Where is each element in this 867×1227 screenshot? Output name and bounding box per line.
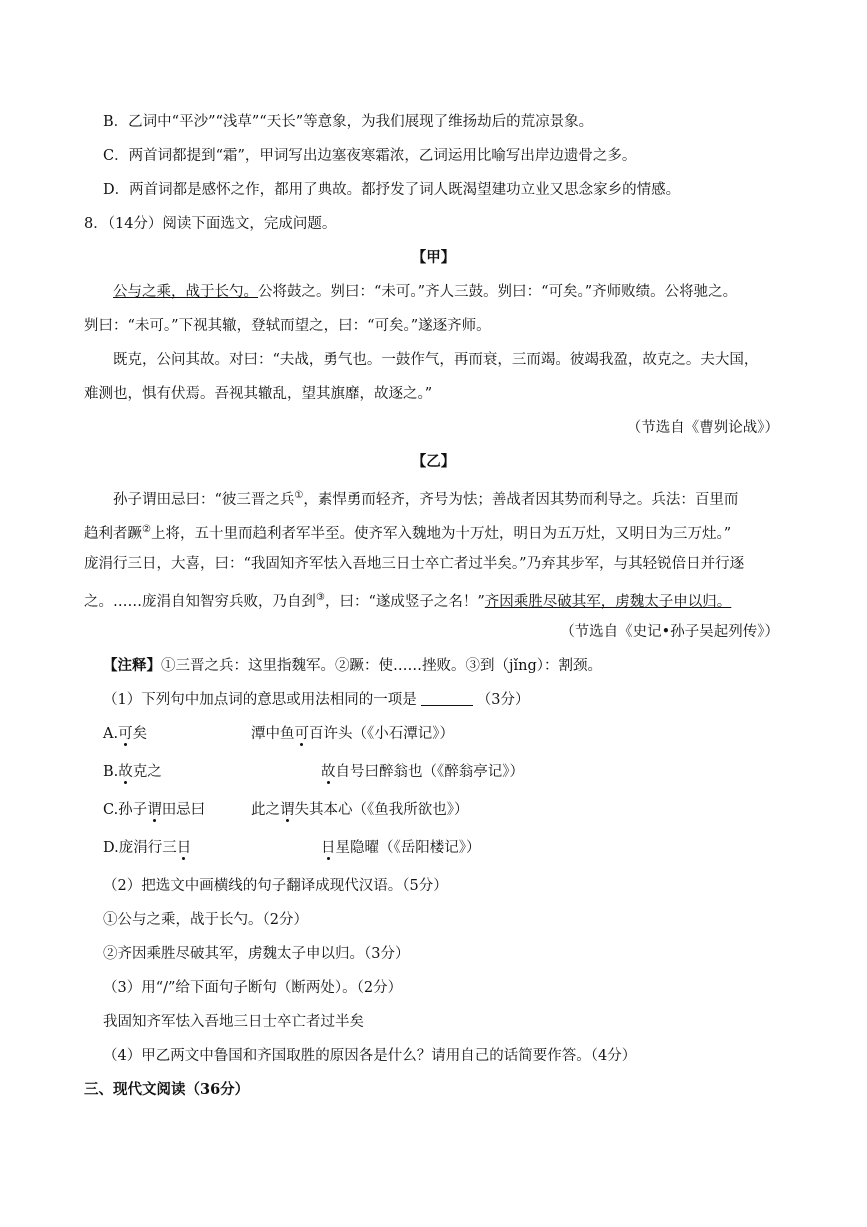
passage-jia-title: 【甲】 bbox=[411, 249, 456, 266]
passage-yi-text: ，曰：“遂成竖子之名！” bbox=[324, 593, 485, 610]
dotted-word: 谓 bbox=[280, 802, 295, 818]
sub-question-1-score: （3分） bbox=[476, 692, 530, 708]
passage-yi-text: 趋利者蹶 bbox=[84, 525, 142, 542]
sub-question-1-prompt: （1）下列句中加点词的意思或用法相同的一项是 bbox=[103, 692, 417, 708]
dotted-word: 故 bbox=[118, 764, 133, 780]
choice-b bbox=[103, 762, 162, 782]
section-3-title: 三、现代文阅读（36分） bbox=[84, 1081, 250, 1098]
option-d: D．两首词都是感怀之作，都用了典故。都抒发了词人既渴望建功立业又思念家乡的情感。 bbox=[103, 182, 681, 198]
passage-jia-line-2: 刿曰：“未可。”下视其辙，登轼而望之，曰：“可矣。”遂逐齐师。 bbox=[84, 318, 491, 334]
sub-question-3: （3）用“/”给下面句子断句（断两处）。（2分） bbox=[103, 980, 403, 996]
choice-b-compare bbox=[321, 762, 524, 782]
compare-suffix: 百许头（《小石潭记》） bbox=[309, 726, 454, 742]
underlined-sentence-1: 公与之乘，战于长勺。 bbox=[113, 284, 258, 300]
note-marker-1: ① bbox=[294, 490, 304, 501]
dotted-word: 日 bbox=[321, 840, 336, 856]
dotted-word: 可 bbox=[118, 726, 133, 742]
passage-yi-line-3: 庞涓行三日，大喜，曰：“我固知齐军怯入吾地三日士卒亡者过半矣。”乃弃其步军，与其轻锐倍日并行逐 bbox=[84, 556, 745, 572]
passage-jia-source: （节选自《曹刿论战》） bbox=[626, 420, 779, 436]
passage-jia-text: 公将鼓之。刿曰：“未可。”齐人三鼓。刿曰：“可矣。”齐师败绩。公将驰之。 bbox=[258, 284, 738, 300]
choice-c-compare bbox=[251, 800, 469, 820]
passage-yi-line-2 bbox=[84, 520, 731, 544]
compare-suffix: 星隐曜（《岳阳楼记》） bbox=[335, 840, 481, 856]
note-marker-2: ② bbox=[142, 524, 151, 535]
passage-jia-line-3: 既克，公问其故。对曰：“夫战，勇气也。一鼓作气，再而衰，三而竭。彼竭我盈，故克之。夫大国， bbox=[113, 352, 759, 368]
passage-yi-line-1 bbox=[113, 486, 738, 510]
passage-jia-line-4: 难测也，惧有伏焉。吾视其辙乱，望其旗靡，故逐之。” bbox=[84, 386, 433, 402]
choice-c-prefix: C.孙子 bbox=[103, 802, 148, 818]
passage-yi-title: 【乙】 bbox=[411, 453, 456, 470]
note-marker-3: ③ bbox=[316, 592, 325, 603]
choice-a-compare bbox=[251, 724, 454, 744]
notes bbox=[103, 656, 602, 676]
compare-prefix: 此之 bbox=[251, 802, 280, 818]
sub-question-2-item-1: ①公与之乘，战于长勺。（2分） bbox=[103, 912, 308, 928]
sub-question-1 bbox=[103, 690, 529, 710]
passage-jia-line-1 bbox=[113, 282, 737, 302]
choice-d-compare bbox=[321, 838, 481, 858]
choice-c-suffix: 田忌曰 bbox=[161, 802, 206, 818]
choice-c bbox=[103, 800, 205, 820]
compare-prefix: 潭中鱼 bbox=[251, 726, 295, 742]
passage-yi-text: ，素悍勇而轻齐，齐号为怯；善战者因其势而利导之。兵法：百里而 bbox=[303, 491, 739, 508]
sub-question-4: （4）甲乙两文中鲁国和齐国取胜的原因各是什么？请用自己的话简要作答。（4分） bbox=[103, 1048, 637, 1064]
option-c: C．两首词都提到“霜”，甲词写出边塞夜寒霜浓，乙词运用比喻写出岸边遗骨之多。 bbox=[103, 148, 637, 164]
choice-a-suffix: 矣 bbox=[132, 726, 148, 742]
choice-a bbox=[103, 724, 147, 744]
sub-question-3-sentence: 我固知齐军怯入吾地三日士卒亡者过半矣 bbox=[103, 1014, 364, 1030]
choice-b-suffix: 克之 bbox=[132, 764, 162, 780]
notes-label: 【注释】 bbox=[103, 657, 161, 674]
dotted-word: 谓 bbox=[147, 802, 162, 818]
dotted-word: 日 bbox=[176, 840, 192, 856]
dotted-word: 可 bbox=[294, 726, 309, 742]
choice-a-prefix: A. bbox=[103, 726, 119, 742]
option-b: B．乙词中“平沙”“浅草”“天长”等意象，为我们展现了维扬劫后的荒凉景象。 bbox=[103, 114, 594, 130]
choice-d-prefix: D.庞涓行三 bbox=[103, 840, 177, 856]
passage-yi-text: 之。……庞涓自知智穷兵败，乃自刭 bbox=[84, 593, 316, 610]
answer-blank[interactable] bbox=[421, 691, 473, 706]
passage-yi-text: 上将，五十里而趋利者军半至。使齐军入魏地为十万灶，明日为五万灶，又明日为三万灶。” bbox=[150, 525, 732, 542]
compare-suffix: 失其本心（《鱼我所欲也》） bbox=[294, 802, 469, 818]
notes-text: ①三晋之兵：这里指魏军。②蹶：使……挫败。③到（jǐng）：割颈。 bbox=[161, 658, 603, 674]
passage-yi-source: （节选自《史记•孙子吴起列传》） bbox=[560, 624, 779, 640]
question-8-header: 8．（14分）阅读下面选文，完成问题。 bbox=[84, 216, 337, 232]
choice-d bbox=[103, 838, 191, 858]
dotted-word: 故 bbox=[321, 764, 336, 780]
underlined-sentence-2: 齐因乘胜尽破其军，虏魏太子申以归。 bbox=[484, 593, 732, 610]
choice-b-prefix: B. bbox=[103, 764, 119, 780]
compare-suffix: 自号曰醉翁也（《醉翁亭记》） bbox=[335, 764, 524, 780]
passage-yi-text: 孙子谓田忌曰：“彼三晋之兵 bbox=[113, 491, 295, 508]
sub-question-2: （2）把选文中画横线的句子翻译成现代汉语。（5分） bbox=[103, 878, 448, 894]
sub-question-2-item-2: ②齐因乘胜尽破其军，虏魏太子申以归。（3分） bbox=[103, 946, 410, 962]
passage-yi-line-4 bbox=[84, 588, 731, 612]
